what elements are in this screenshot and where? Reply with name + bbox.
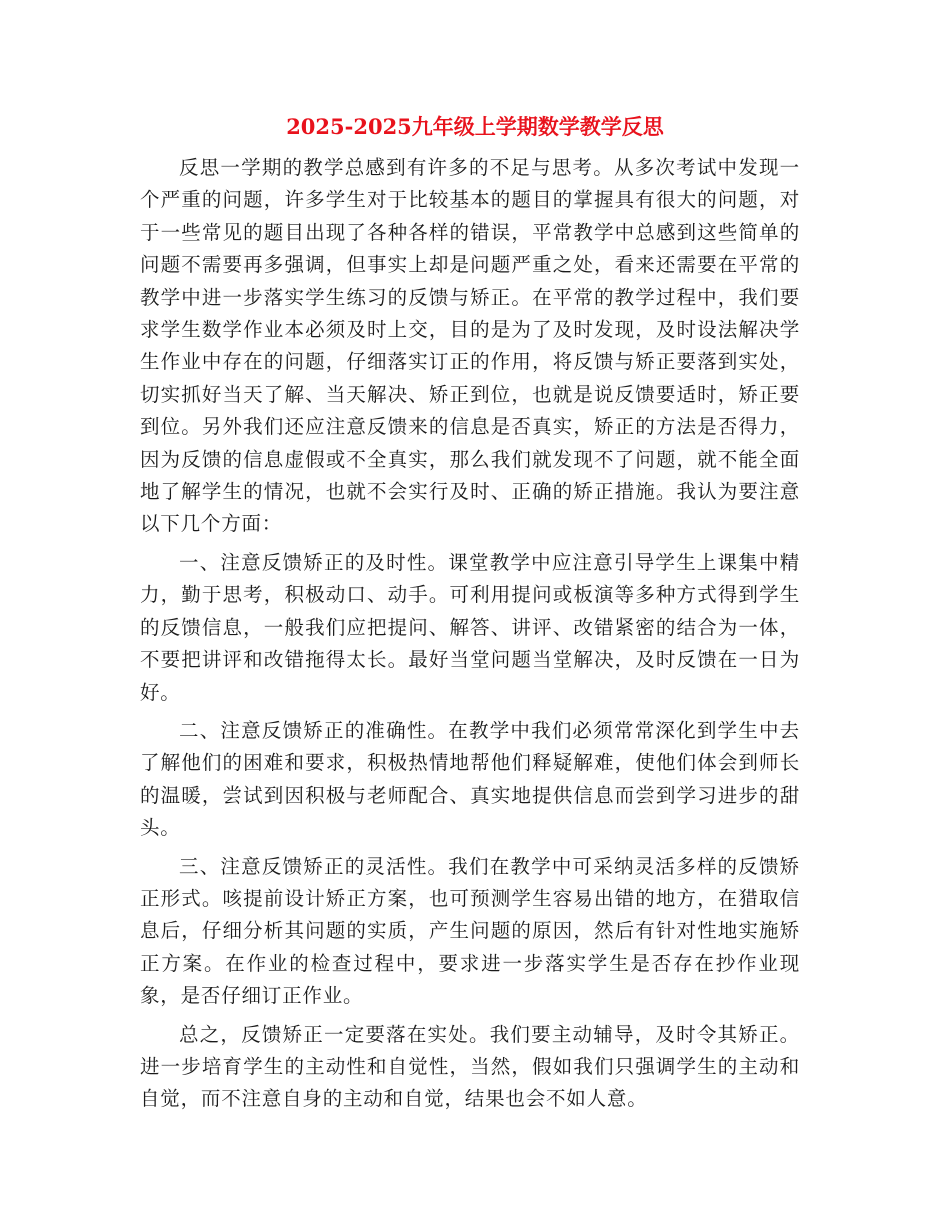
document-body — [140, 152, 800, 1116]
paragraph-flexibility: 三、注意反馈矫正的灵活性。我们在教学中可采纳灵活多样的反馈矫正形式。咳提前设计矫正方案，也可预测学生容易出错的地方，在猎取信息后，仔细分析其问题的实质，产生问题的原因，然后有针对性地实施矫正方案。在作业的检查过程中，要求进一步落实学生是否存在抄作业现象，是否仔细订正作业。 — [140, 854, 800, 1008]
paragraph-intro: 反思一学期的教学总感到有许多的不足与思考。从多次考试中发现一个严重的问题，许多学生对于比较基本的题目的掌握具有很大的问题，对于一些常见的题目出现了各种各样的错误，平常教学中总感到这些简单的问题不需要再多强调，但事实上却是问题严重之处，看来还需要在平常的教学中进一步落实学生练习的反馈与矫正。在平常的教学过程中，我们要求学生数学作业本必须及时上交，目的是为了及时发现，及时设法解决学生作业中存在的问题，仔细落实订正的作用，将反馈与矫正要落到实处，切实抓好当天了解、当天解决、矫正到位，也就是说反馈要适时，矫正要到位。另外我们还应注意反馈来的信息是否真实，矫正的方法是否得力，因为反馈的信息虚假或不全真实，那么我们就发现不了问题，就不能全面地了解学生的情况，也就不会实行及时、正确的矫正措施。我认为要注意以下几个方面： — [140, 156, 800, 536]
paragraph-timeliness: 一、注意反馈矫正的及时性。课堂教学中应注意引导学生上课集中精力，勤于思考，积极动口、动手。可利用提问或板演等多种方式得到学生的反馈信息，一般我们应把提问、解答、讲评、改错紧密的结合为一体，不要把讲评和改错拖得太长。最好当堂问题当堂解决，及时反馈在一日为好。 — [140, 550, 800, 704]
paragraph-conclusion: 总之，反馈矫正一定要落在实处。我们要主动辅导，及时令其矫正。进一步培育学生的主动性和自觉性，当然，假如我们只强调学生的主动和自觉，而不注意自身的主动和自觉，结果也会不如人意。 — [140, 1022, 800, 1111]
paragraph-accuracy: 二、注意反馈矫正的准确性。在教学中我们必须常常深化到学生中去了解他们的困难和要求，积极热情地帮他们释疑解难，使他们体会到师长的温暖，尝试到因积极与老师配合、真实地提供信息而尝到学习进步的甜头。 — [140, 718, 800, 840]
document-title: 2025-2025九年级上学期数学教学反思 — [286, 114, 664, 139]
